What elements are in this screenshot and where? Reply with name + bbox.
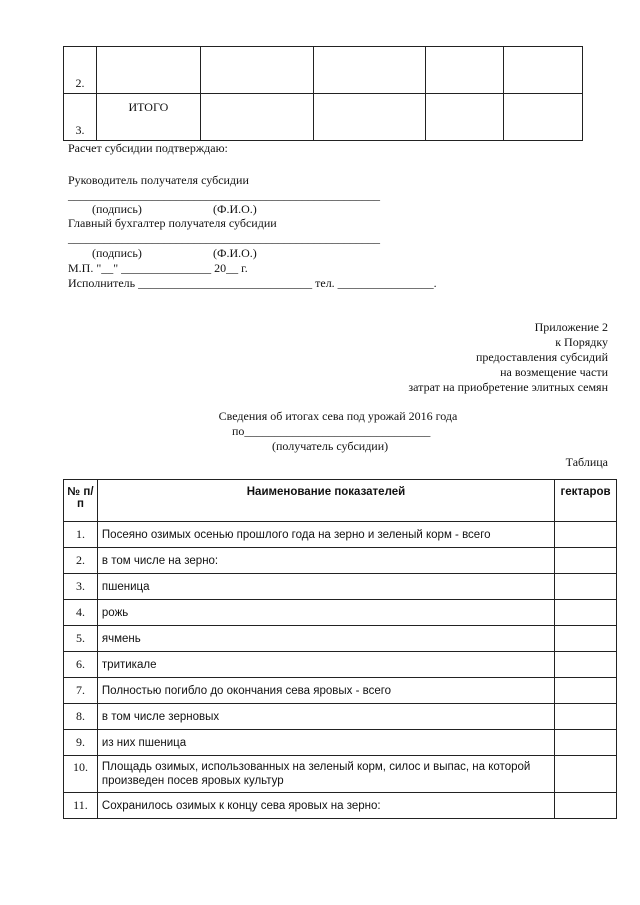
confirm-text: Расчет субсидии подтверждаю: <box>68 141 228 155</box>
row-label <box>96 47 200 94</box>
row-label: ИТОГО <box>96 94 200 141</box>
row-number: 11. <box>64 793 98 819</box>
table-cell <box>313 47 426 94</box>
row-number: 6. <box>64 652 98 678</box>
name-caption: (Ф.И.О.) <box>213 246 257 260</box>
signature-underline: ____________________________________________________ <box>68 231 380 245</box>
value-cell <box>555 548 617 574</box>
table-row <box>64 730 617 756</box>
value-cell <box>555 704 617 730</box>
table-row <box>64 793 617 819</box>
row-number: 10. <box>64 756 98 793</box>
appendix-line: Приложение 2 <box>534 320 608 334</box>
sign-caption: (подпись) <box>92 246 142 260</box>
appendix-line: предоставления субсидий <box>475 350 608 364</box>
row-text: Сохранилось озимых к концу сева яровых на зерно: <box>97 793 554 819</box>
recipient-caption: (получатель субсидии) <box>272 439 389 453</box>
value-cell <box>555 522 617 548</box>
row-text: в том числе на зерно: <box>97 548 554 574</box>
value-cell <box>555 626 617 652</box>
recipient-line: по_______________________________ <box>232 424 431 438</box>
table-row <box>64 47 583 94</box>
table-row <box>64 600 617 626</box>
executor-line: Исполнитель _____________________________ тел. ________________. <box>68 276 437 290</box>
row-number: 3. <box>64 94 97 141</box>
row-text: Посеяно озимых осенью прошлого года на зерно и зеленый корм - всего <box>97 522 554 548</box>
summary-table <box>63 46 583 141</box>
table-cell <box>426 47 504 94</box>
table-cell <box>504 94 583 141</box>
header-row <box>64 480 617 522</box>
row-text: Полностью погибло до окончания сева яровых - всего <box>97 678 554 704</box>
table-row <box>64 704 617 730</box>
table-row <box>64 574 617 600</box>
row-number: 4. <box>64 600 98 626</box>
table-label: Таблица <box>565 455 608 469</box>
document-title: Сведения об итогах сева под урожай 2016 года <box>218 409 458 423</box>
table-cell <box>313 94 426 141</box>
row-number: 5. <box>64 626 98 652</box>
row-text: тритикале <box>97 652 554 678</box>
row-number: 3. <box>64 574 98 600</box>
table-cell <box>504 47 583 94</box>
signature-underline: ____________________________________________________ <box>68 188 380 202</box>
table-cell <box>200 94 313 141</box>
value-cell <box>555 756 617 793</box>
table-cell <box>426 94 504 141</box>
row-text: из них пшеница <box>97 730 554 756</box>
row-text: в том числе зерновых <box>97 704 554 730</box>
value-cell <box>555 793 617 819</box>
row-number: 8. <box>64 704 98 730</box>
row-text: ячмень <box>97 626 554 652</box>
table-row <box>64 626 617 652</box>
header-name: Наименование показателей <box>97 480 554 522</box>
value-cell <box>555 730 617 756</box>
value-cell <box>555 600 617 626</box>
value-cell <box>555 574 617 600</box>
table-row <box>64 678 617 704</box>
header-num: № п/п <box>64 480 98 522</box>
row-text: пшеница <box>97 574 554 600</box>
row-text: рожь <box>97 600 554 626</box>
appendix-line: на возмещение части <box>500 365 608 379</box>
row-number: 2. <box>64 47 97 94</box>
row-text: Площадь озимых, использованных на зеленый корм, силос и выпас, на которой произведен посев яровых культур <box>97 756 554 793</box>
row-number: 1. <box>64 522 98 548</box>
name-caption: (Ф.И.О.) <box>213 202 257 216</box>
table-row <box>64 94 583 141</box>
accountant-label: Главный бухгалтер получателя субсидии <box>68 216 277 230</box>
sign-caption: (подпись) <box>92 202 142 216</box>
appendix-line: затрат на приобретение элитных семян <box>408 380 608 394</box>
sowing-results-table <box>63 479 617 819</box>
table-row <box>64 756 617 793</box>
row-number: 9. <box>64 730 98 756</box>
head-label: Руководитель получателя субсидии <box>68 173 249 187</box>
row-number: 7. <box>64 678 98 704</box>
table-row <box>64 652 617 678</box>
table-row <box>64 548 617 574</box>
table-cell <box>200 47 313 94</box>
appendix-line: к Порядку <box>555 335 608 349</box>
value-cell <box>555 678 617 704</box>
table-row <box>64 522 617 548</box>
value-cell <box>555 652 617 678</box>
stamp-line: М.П. "__" _______________ 20__ г. <box>68 261 248 275</box>
row-number: 2. <box>64 548 98 574</box>
header-unit: гектаров <box>555 480 617 522</box>
